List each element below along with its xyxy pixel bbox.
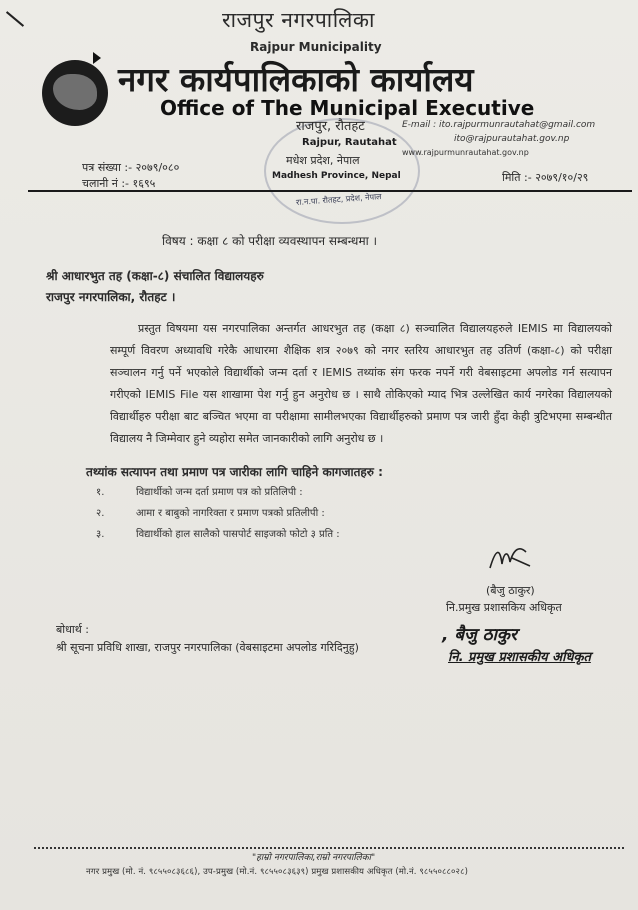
list-item-number: ३. <box>96 529 105 540</box>
footer-divider <box>34 847 624 849</box>
office-name-en: Office of The Municipal Executive <box>160 96 535 120</box>
signatory-designation: नि.प्रमुख प्रशासकिय अधिकृत <box>446 601 562 614</box>
contact-block <box>402 118 595 160</box>
body-text: प्रस्तुत विषयमा यस नगरपालिका अन्तर्गत आधरभुत तह (कक्षा ८) सञ्चालित विद्यालयहरुले IEMIS मा विद्यालयको सम्पूर्ण विवरण अध्यावधि गरेकै आधारमा शैक्षिक शत्र २०७९ को नगर स्तरिय आधारभुत तह उतिर्ण (कक्षा-८) को परीक्षा सञ्चालन गर्नु पर्ने भएकोले विद्यार्थीको जन्म दर्ता र IEMIS तथ्यांक संग फरक नपर्ने गरी वेबसाइटमा अपलोड गर्न सत्यापन गरीएको IEMIS File यस शाखामा पेश गर्नु हुन अनुरोध छ । साथै तोकिएको म्याद भित्र उल्लेखित कार्य नगरेका विद्यालयको विद्यार्थीहरु परीक्षा बाट बञ्चित भएमा वा परीक्षामा सामीलभएका विद्यार्थीहरुको प्रमाण पत्र जारी हुँदा केही त्रुटिभएमा सम्बन्धीत विद्यालय नै जिम्मेवार हुने व्यहोरा समेत जानकारीको लागि अनुरोध छ । <box>110 322 612 445</box>
footer-slogan: "हाम्रो नगरपालिका,राम्रो नगरपालिका" <box>252 853 376 863</box>
recipient-block <box>46 266 264 308</box>
letter-number: पत्र संख्या :- २०७९/०८० <box>82 161 180 174</box>
province-en: Madhesh Province, Nepal <box>272 171 401 181</box>
header-divider <box>28 190 632 192</box>
address-en: Rajpur, Rautahat <box>302 137 397 148</box>
address-np: राजपुर, रौतहट <box>296 119 365 134</box>
officer-stamp-name: , बैजु ठाकुर <box>442 625 517 645</box>
pen-mark <box>6 11 24 27</box>
email-secondary[interactable]: ito@rajpurautahat.gov.np <box>454 134 570 144</box>
footer-contacts: नगर प्रमुख (मो. नं. ९८५५०८३६८६), उप-प्रमुख (मो.नं. ९८५५०८३६३९) प्रमुख प्रशासकीय अधिकृत (मो.नं. ९८५५०८८०२८) <box>86 867 469 877</box>
letter-date: मिति :- २०७९/१०/२९ <box>502 171 589 184</box>
dispatch-number: चलानी नं :- १६९५ <box>82 177 156 190</box>
cc-label: बोधार्थ : <box>56 623 89 636</box>
municipality-name-en: Rajpur Municipality <box>250 40 382 54</box>
list-item <box>96 482 340 503</box>
body-paragraph <box>110 318 612 450</box>
list-item-number: २. <box>96 508 105 519</box>
recipient-line-1: श्री आधारभुत तह (कक्षा-८) संचालित विद्यालयहरु <box>46 269 264 283</box>
municipality-logo <box>42 60 108 126</box>
email-primary[interactable]: E-mail : ito.rajpurmunrautahat@gmail.com <box>402 120 596 130</box>
logo-emblem-icon <box>53 74 97 110</box>
municipality-name-np: राजपुर नगरपालिका <box>222 8 375 32</box>
recipient-line-2: राजपुर नगरपालिका, रौतहट । <box>46 290 176 304</box>
list-item <box>96 524 340 545</box>
seal-text: रा.न.पा. रौतहट, प्रदेश, नेपाल <box>295 192 382 207</box>
list-item-text: विद्यार्थीको जन्म दर्ता प्रमाण पत्र को प्रतिलिपी : <box>136 487 303 498</box>
signatory-name: (बैजु ठाकुर) <box>486 584 535 597</box>
cc-line: श्री सूचना प्रविधि शाखा, राजपुर नगरपालिका (वेबसाइटमा अपलोड गरिदिनुहु) <box>56 641 359 654</box>
office-name-np: नगर कार्यपालिकाको कार्यालय <box>118 60 474 99</box>
officer-stamp-designation: नि. प्रमुख प्रशासकीय अधिकृत <box>448 650 591 665</box>
flag-icon <box>93 52 101 64</box>
province-np: मधेश प्रदेश, नेपाल <box>286 154 360 167</box>
documents-list <box>96 482 340 545</box>
handwritten-signature <box>486 542 532 576</box>
subject-line: विषय : कक्षा ८ को परीक्षा व्यवस्थापन सम्बन्धमा । <box>162 234 378 248</box>
website-link[interactable]: www.rajpurmunrautahat.gov.np <box>402 148 529 157</box>
documents-heading: तथ्यांक सत्यापन तथा प्रमाण पत्र जारीका लागि चाहिने कागजातहरु : <box>86 465 383 479</box>
list-item <box>96 503 340 524</box>
list-item-text: विद्यार्थीको हाल सालैको पासपोर्ट साइजको फोटो ३ प्रति : <box>136 529 340 540</box>
reference-block <box>82 160 179 192</box>
list-item-text: आमा र बाबुको नागरिक्ता र प्रमाण पत्रको प्रतिलीपी : <box>136 508 325 519</box>
list-item-number: १. <box>96 487 105 498</box>
